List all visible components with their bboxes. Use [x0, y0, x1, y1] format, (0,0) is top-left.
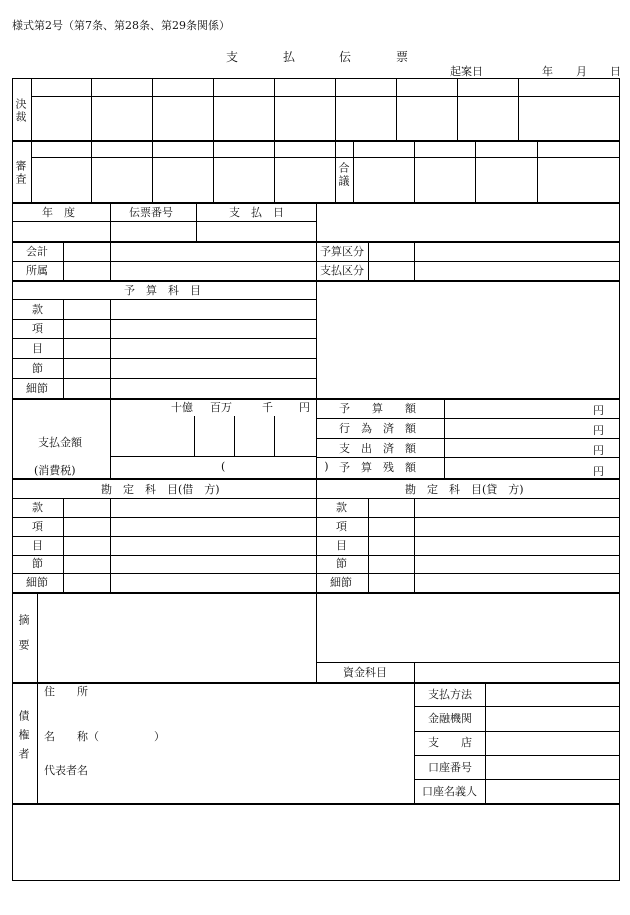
slip-number-label: 伝票番号 [129, 206, 173, 219]
title-char: 支 [226, 50, 239, 64]
draft-month-label: 月 [576, 65, 587, 78]
unit-billion-label: 十億 [171, 401, 193, 414]
credit-item-label: 目 [336, 539, 347, 552]
review-label: 審査 [14, 160, 27, 186]
paid-amount-label: 支 出 済 額 [339, 442, 416, 455]
budget-item-label: 節 [32, 362, 43, 375]
creditor-address-label: 住 所 [44, 685, 88, 698]
branch-label: 支 店 [428, 736, 472, 749]
account-holder-label: 口座名義人 [422, 785, 477, 798]
payment-method-label: 支払方法 [428, 688, 472, 701]
fund-item-label: 資金科目 [343, 666, 387, 679]
title-char: 票 [396, 50, 409, 64]
consumption-tax-label: (消費税) [34, 464, 76, 477]
payment-amount-label: 支払金額 [38, 436, 82, 449]
affiliation-label: 所属 [26, 264, 48, 277]
draft-year-label: 年 [542, 65, 553, 78]
unit-yen-label: 円 [299, 401, 310, 414]
fiscal-year-label: 年 度 [42, 206, 75, 219]
payment-date-label: 支 払 日 [229, 206, 284, 219]
remaining-budget-label: 予 算 残 額 [339, 461, 416, 474]
creditor-name-label: 名 称（ ） [44, 730, 165, 743]
paid-amount-unit: 円 [593, 444, 604, 457]
debit-item-label: 款 [32, 501, 43, 514]
account-number-label: 口座番号 [428, 761, 472, 774]
form-reference: 様式第2号（第7条、第28条、第29条関係） [12, 19, 230, 32]
debit-item-label: 節 [32, 557, 43, 570]
debit-item-label: 目 [32, 539, 43, 552]
budget-amount-label: 予 算 額 [339, 402, 416, 415]
draft-date-label: 起案日 [450, 65, 483, 78]
credit-item-label: 款 [336, 501, 347, 514]
unit-thousand-label: 千 [262, 401, 273, 414]
title-char: 伝 [339, 50, 352, 64]
budget-item-label: 款 [32, 303, 43, 316]
remaining-budget-unit: 円 [593, 465, 604, 478]
debit-header: 勘 定 科 目(借 方) [101, 483, 220, 496]
committed-amount-label: 行 為 済 額 [339, 422, 416, 435]
credit-header: 勘 定 科 目(貸 方) [405, 483, 524, 496]
credit-item-label: 節 [336, 557, 347, 570]
credit-item-label: 細節 [330, 576, 352, 589]
consultation-label: 合議 [337, 162, 350, 188]
unit-million-label: 百万 [210, 401, 232, 414]
decision-label: 決裁 [14, 98, 27, 124]
budget-items-header: 予 算 科 目 [124, 284, 201, 297]
payment-class-label: 支払区分 [320, 264, 364, 277]
budget-class-label: 予算区分 [320, 245, 364, 258]
accounting-label: 会計 [26, 245, 48, 258]
bank-label: 金融機関 [428, 712, 472, 725]
committed-amount-unit: 円 [593, 424, 604, 437]
credit-item-label: 項 [336, 520, 347, 533]
title-char: 払 [283, 50, 296, 64]
debit-item-label: 細節 [26, 576, 48, 589]
budget-item-label: 項 [32, 322, 43, 335]
summary-label: 摘要 [17, 614, 30, 664]
tax-parenthesis: ( ) [221, 460, 329, 473]
debit-item-label: 項 [32, 520, 43, 533]
budget-item-label: 細節 [26, 382, 48, 395]
budget-item-label: 目 [32, 342, 43, 355]
creditor-representative-label: 代表者名 [44, 764, 88, 777]
draft-day-label: 日 [610, 65, 621, 78]
budget-amount-unit: 円 [593, 404, 604, 417]
creditor-label: 債権者 [17, 710, 30, 767]
